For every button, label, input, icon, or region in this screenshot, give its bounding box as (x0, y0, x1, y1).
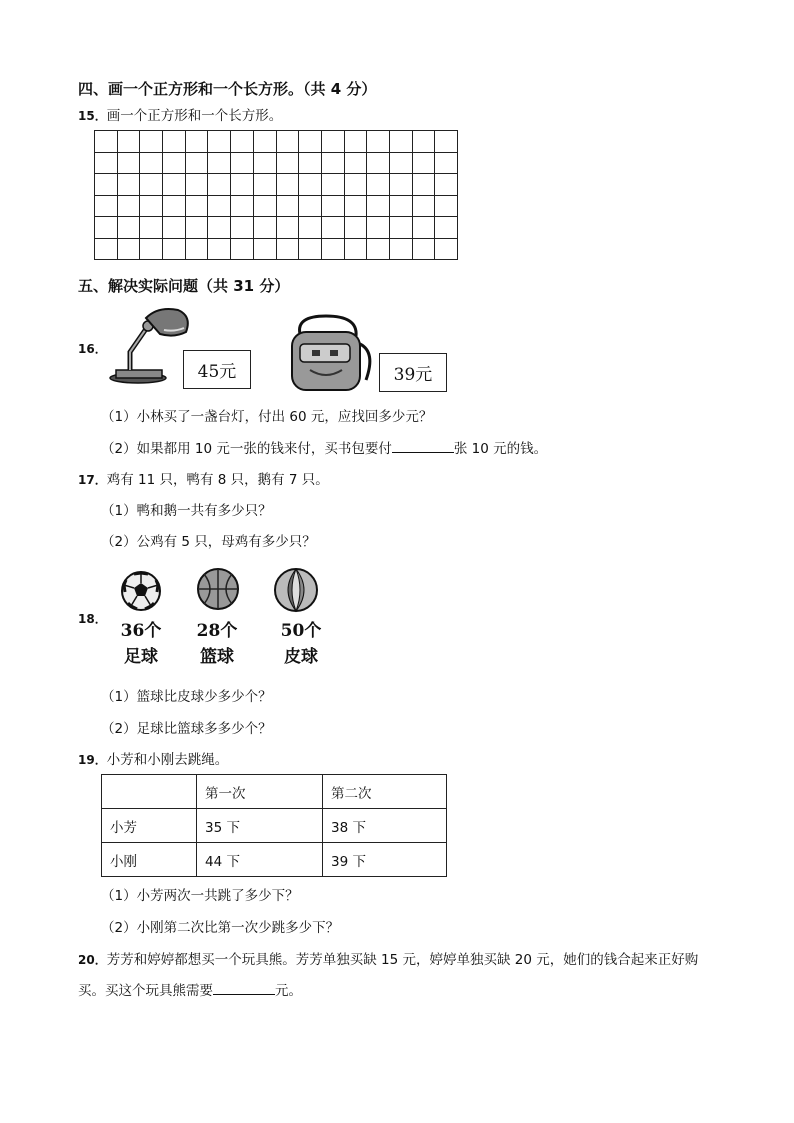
grid-cell[interactable] (140, 238, 163, 260)
grid-cell[interactable] (95, 217, 118, 239)
question-16-sub1: （1）小林买了一盏台灯，付出 60 元，应找回多少元？ (101, 409, 433, 425)
grid-cell[interactable] (299, 238, 322, 260)
grid-cell[interactable] (435, 131, 458, 153)
grid-cell[interactable] (367, 238, 390, 260)
question-number: 19． (78, 753, 107, 767)
sub-question-text: 张 10 元的钱。 (453, 441, 548, 457)
grid-cell[interactable] (299, 217, 322, 239)
answer-blank[interactable] (213, 980, 275, 995)
table-cell: 小刚 (102, 843, 197, 877)
grid-cell[interactable] (208, 238, 231, 260)
grid-cell[interactable] (95, 195, 118, 217)
grid-cell[interactable] (185, 174, 208, 196)
grid-cell[interactable] (140, 217, 163, 239)
football-label (113, 618, 169, 670)
grid-cell[interactable] (321, 152, 344, 174)
grid-cell[interactable] (321, 238, 344, 260)
question-17-sub1: （1）鸭和鹅一共有多少只？ (101, 503, 272, 519)
grid-cell[interactable] (95, 238, 118, 260)
grid-cell[interactable] (435, 238, 458, 260)
grid-cell[interactable] (231, 174, 254, 196)
grid-cell[interactable] (253, 174, 276, 196)
ball-count: 50个 (280, 621, 322, 641)
grid-cell[interactable] (276, 195, 299, 217)
question-15 (78, 104, 282, 124)
grid-cell[interactable] (208, 131, 231, 153)
grid-cell[interactable] (276, 131, 299, 153)
grid-cell[interactable] (344, 217, 367, 239)
question-text: 小芳和小刚去跳绳。 (106, 752, 229, 768)
grid-cell[interactable] (367, 195, 390, 217)
table-cell: 38 下 (323, 809, 447, 843)
grid-cell[interactable] (253, 152, 276, 174)
table-cell: 小芳 (102, 809, 197, 843)
grid-cell[interactable] (163, 238, 186, 260)
football-icon (120, 570, 162, 612)
grid-cell[interactable] (163, 131, 186, 153)
grid-cell[interactable] (321, 131, 344, 153)
grid-cell[interactable] (344, 238, 367, 260)
ball-count: 36个 (120, 621, 162, 641)
grid-cell[interactable] (276, 174, 299, 196)
grid-cell[interactable] (299, 152, 322, 174)
lamp-price-tag: 45元 (183, 350, 251, 389)
grid-cell[interactable] (389, 217, 412, 239)
question-number: 15． (78, 109, 107, 123)
question-17-sub2: （2）公鸡有 5 只，母鸡有多少只？ (101, 534, 316, 550)
grid-row (95, 238, 458, 260)
answer-blank[interactable] (392, 438, 454, 453)
question-number: 17． (78, 473, 107, 487)
grid-cell[interactable] (389, 195, 412, 217)
table-cell: 35 下 (197, 809, 323, 843)
grid-cell[interactable] (208, 195, 231, 217)
table-row (102, 809, 447, 843)
grid-row (95, 217, 458, 239)
bag-price-tag: 39元 (379, 353, 447, 392)
grid-cell[interactable] (95, 131, 118, 153)
grid-cell[interactable] (253, 131, 276, 153)
grid-cell[interactable] (163, 152, 186, 174)
grid-cell[interactable] (231, 238, 254, 260)
grid-cell[interactable] (276, 152, 299, 174)
section-4-title: 四、画一个正方形和一个长方形。（共 4 分） (78, 80, 377, 98)
table-header-row (102, 775, 447, 809)
school-bag-image (286, 310, 378, 392)
question-text: 买。买这个玩具熊需要 (78, 983, 213, 999)
grid-cell[interactable] (276, 217, 299, 239)
grid-cell[interactable] (412, 195, 435, 217)
question-20-line1 (78, 948, 698, 968)
grid-cell[interactable] (389, 238, 412, 260)
jump-rope-table (101, 774, 447, 877)
grid-cell[interactable] (435, 217, 458, 239)
question-text: 芳芳和婷婷都想买一个玩具熊。芳芳单独买缺 15 元，婷婷单独买缺 20 元，她们的钱合起来正好购 (106, 952, 699, 968)
grid-cell[interactable] (185, 217, 208, 239)
question-text: 画一个正方形和一个长方形。 (106, 108, 283, 124)
grid-cell[interactable] (389, 152, 412, 174)
grid-cell[interactable] (299, 195, 322, 217)
table-cell: 39 下 (323, 843, 447, 877)
basketball-icon (196, 566, 240, 612)
grid-cell[interactable] (321, 174, 344, 196)
question-text: 元。 (275, 983, 302, 999)
sub-question-text: （2）如果都用 10 元一张的钱来付，买书包要付 (101, 441, 392, 457)
grid-cell[interactable] (344, 195, 367, 217)
question-number: 18． (78, 612, 107, 626)
grid-cell[interactable] (185, 195, 208, 217)
question-19-sub1: （1）小芳两次一共跳了多少下？ (101, 888, 299, 904)
rubber-ball-icon (272, 566, 320, 614)
grid-cell[interactable] (412, 217, 435, 239)
grid-cell[interactable] (231, 131, 254, 153)
grid-cell[interactable] (253, 217, 276, 239)
grid-cell[interactable] (389, 131, 412, 153)
question-19 (78, 748, 228, 768)
drawing-grid[interactable] (94, 130, 458, 260)
question-text: 鸡有 11 只，鸭有 8 只，鹅有 7 只。 (106, 472, 329, 488)
grid-cell[interactable] (95, 174, 118, 196)
table-cell: 44 下 (197, 843, 323, 877)
grid-cell[interactable] (231, 152, 254, 174)
grid-cell[interactable] (412, 131, 435, 153)
grid-cell[interactable] (389, 174, 412, 196)
grid-cell[interactable] (95, 152, 118, 174)
grid-cell[interactable] (344, 152, 367, 174)
grid-cell[interactable] (117, 152, 140, 174)
question-18-sub2: （2）足球比篮球多多少个？ (101, 721, 272, 737)
grid-cell[interactable] (253, 195, 276, 217)
ball-name: 篮球 (200, 647, 234, 667)
grid-cell[interactable] (140, 195, 163, 217)
grid-cell[interactable] (435, 152, 458, 174)
grid-cell[interactable] (208, 217, 231, 239)
grid-cell[interactable] (412, 238, 435, 260)
grid-cell[interactable] (185, 152, 208, 174)
question-17 (78, 468, 329, 488)
grid-cell[interactable] (117, 238, 140, 260)
grid-cell[interactable] (367, 152, 390, 174)
grid-cell[interactable] (299, 174, 322, 196)
grid-cell[interactable] (185, 131, 208, 153)
table-row (102, 843, 447, 877)
question-20-line2 (78, 979, 302, 999)
grid-cell[interactable] (117, 217, 140, 239)
grid-row (95, 195, 458, 217)
grid-row (95, 152, 458, 174)
grid-cell[interactable] (344, 131, 367, 153)
question-16-sub2 (101, 437, 547, 457)
desk-lamp-image (108, 304, 192, 386)
grid-cell[interactable] (344, 174, 367, 196)
grid-cell[interactable] (208, 152, 231, 174)
grid-cell[interactable] (435, 174, 458, 196)
grid-cell[interactable] (321, 195, 344, 217)
grid-cell[interactable] (367, 131, 390, 153)
grid-cell[interactable] (276, 238, 299, 260)
grid-cell[interactable] (367, 174, 390, 196)
table-header-cell (102, 775, 197, 809)
grid-cell[interactable] (231, 217, 254, 239)
grid-cell[interactable] (185, 238, 208, 260)
grid-cell[interactable] (299, 131, 322, 153)
grid-cell[interactable] (117, 195, 140, 217)
grid-cell[interactable] (321, 217, 344, 239)
grid-cell[interactable] (140, 131, 163, 153)
grid-cell[interactable] (231, 195, 254, 217)
grid-row (95, 174, 458, 196)
grid-cell[interactable] (117, 131, 140, 153)
table-header-cell: 第一次 (197, 775, 323, 809)
grid-cell[interactable] (163, 195, 186, 217)
ball-name: 皮球 (284, 647, 318, 667)
grid-cell[interactable] (163, 174, 186, 196)
question-number: 16． (78, 342, 107, 356)
grid-cell[interactable] (253, 238, 276, 260)
grid-cell[interactable] (140, 152, 163, 174)
grid-cell[interactable] (412, 152, 435, 174)
grid-cell[interactable] (412, 174, 435, 196)
question-number: 20． (78, 953, 107, 967)
grid-cell[interactable] (367, 217, 390, 239)
basketball-label (189, 618, 245, 670)
table-header-cell: 第二次 (323, 775, 447, 809)
section-5-title: 五、解决实际问题（共 31 分） (78, 277, 290, 295)
ball-name: 足球 (124, 647, 158, 667)
grid-cell[interactable] (163, 217, 186, 239)
grid-cell[interactable] (208, 174, 231, 196)
question-18-sub1: （1）篮球比皮球少多少个？ (101, 689, 272, 705)
grid-cell[interactable] (117, 174, 140, 196)
rubber-ball-label (273, 618, 329, 670)
grid-cell[interactable] (140, 174, 163, 196)
question-19-sub2: （2）小刚第二次比第一次少跳多少下？ (101, 920, 340, 936)
grid-cell[interactable] (435, 195, 458, 217)
grid-row (95, 131, 458, 153)
ball-count: 28个 (196, 621, 238, 641)
